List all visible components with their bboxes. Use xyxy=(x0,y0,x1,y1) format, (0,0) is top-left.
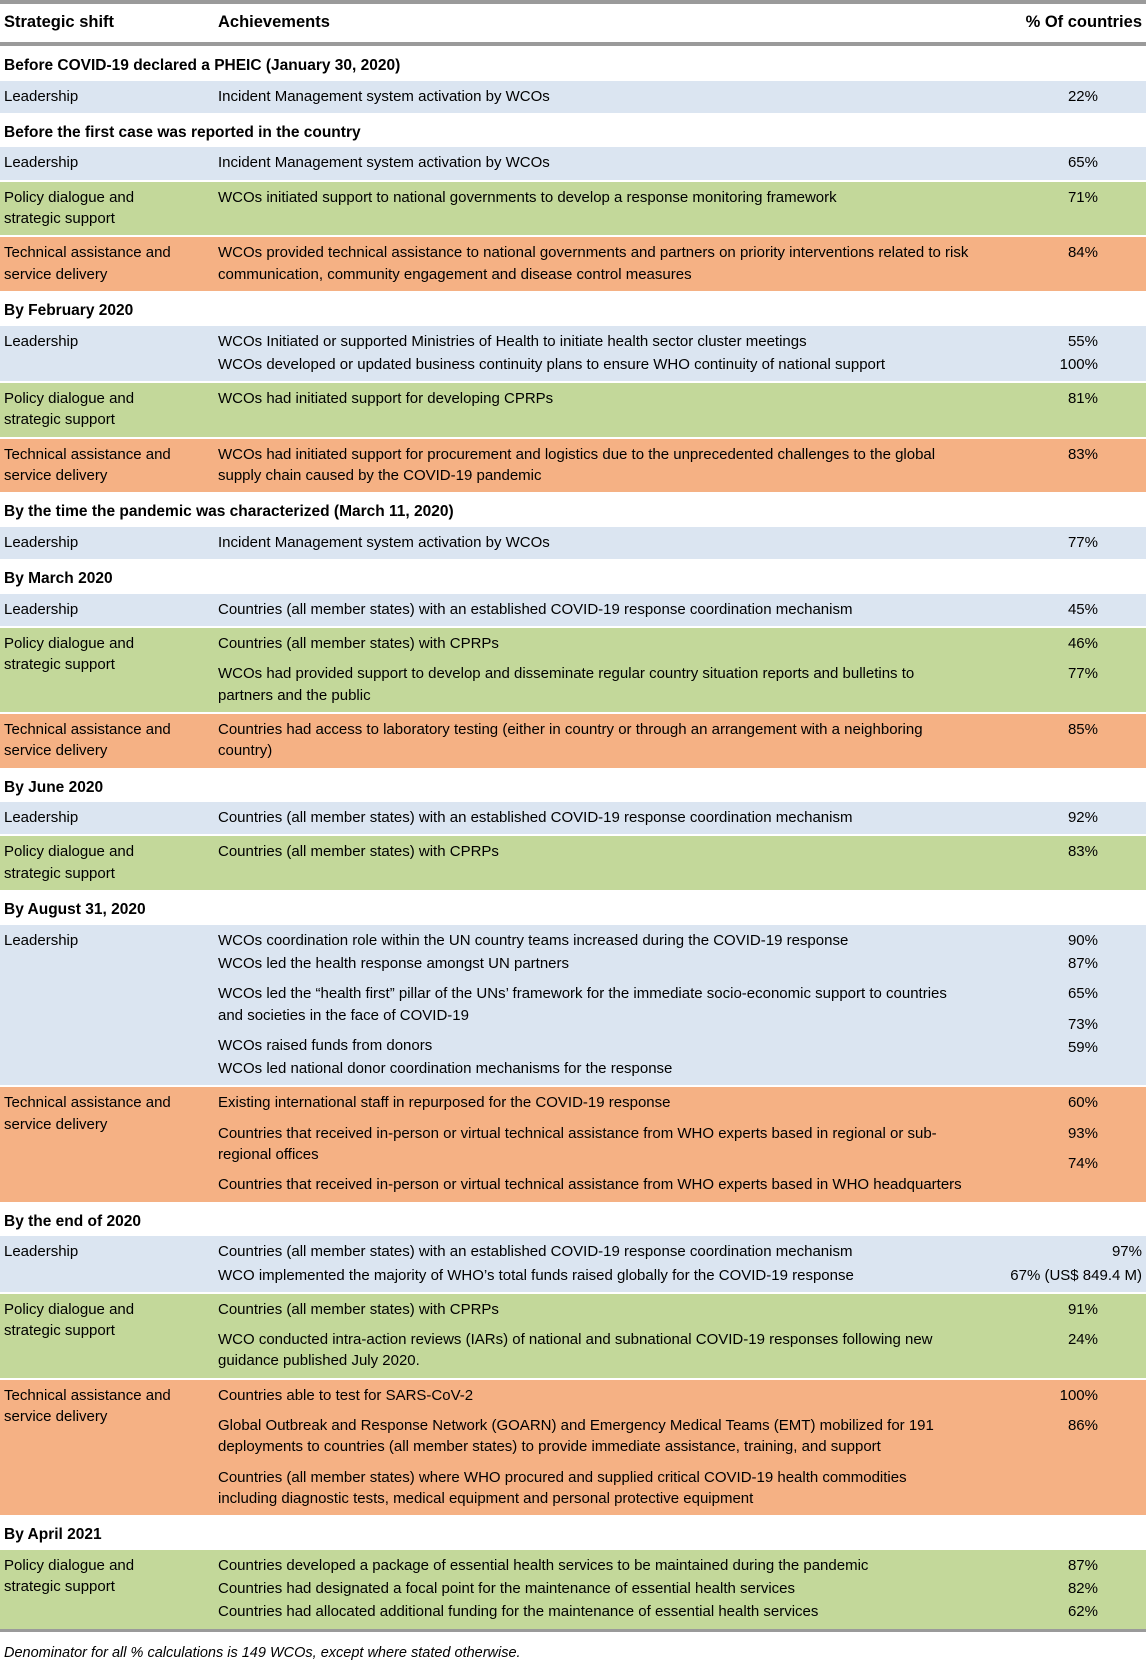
strategic-shift-cell: Leadership xyxy=(4,533,79,551)
percent-cell xyxy=(981,383,1146,437)
strategic-shift-cell: Leadership xyxy=(4,1243,79,1261)
percent-value: 65% xyxy=(1067,985,1098,1003)
percent-value: 81% xyxy=(1067,390,1098,408)
achievements-cell xyxy=(214,594,981,626)
strategic-shift-cell: Leadership xyxy=(4,600,79,618)
table-row xyxy=(0,326,1146,382)
strategic-shift-cell: Policy dialogue and strategic support xyxy=(4,390,135,429)
table-row xyxy=(0,1294,1146,1378)
achievement-text: Countries (all member states) with CPRPs xyxy=(218,843,499,861)
achievements-cell xyxy=(214,836,981,890)
achievement-text: Countries that received in-person or virtual technical assistance from WHO experts based in WHO headquarters xyxy=(218,1176,962,1194)
table-row xyxy=(0,925,1146,1086)
percent-cell xyxy=(981,1380,1146,1515)
section-heading: Before COVID-19 declared a PHEIC (January 30, 2020) xyxy=(0,46,1146,81)
achievements-cell xyxy=(214,628,981,712)
achievement-text: Countries (all member states) with an established COVID-19 response coordination mechanism xyxy=(218,1243,853,1261)
percent-value: 59% xyxy=(1067,1038,1098,1056)
percent-value: 92% xyxy=(1067,809,1098,827)
section-heading-row xyxy=(0,1202,1146,1237)
table-row xyxy=(0,383,1146,437)
achievement-text: Countries (all member states) with an established COVID-19 response coordination mechanism xyxy=(218,809,853,827)
strategic-shift-cell: Policy dialogue and strategic support xyxy=(4,635,135,674)
column-header-achievements: Achievements xyxy=(218,13,330,31)
percent-value: 82% xyxy=(1067,1580,1098,1598)
column-header-percent: % Of countries xyxy=(1025,13,1142,31)
achievement-text: Incident Management system activation by WCOs xyxy=(218,87,550,105)
table-row xyxy=(0,147,1146,179)
percent-cell xyxy=(981,237,1146,291)
column-header-strategic-shift: Strategic shift xyxy=(4,13,115,31)
achievements-cell xyxy=(214,1087,981,1201)
achievement-text: WCOs led the health response amongst UN partners xyxy=(218,954,569,972)
percent-cell xyxy=(981,594,1146,626)
percent-value: 100% xyxy=(1059,1386,1098,1404)
table-row xyxy=(0,1380,1146,1515)
achievement-text: Countries able to test for SARS-CoV-2 xyxy=(218,1386,474,1404)
percent-value: 65% xyxy=(1067,154,1098,172)
table-row xyxy=(0,527,1146,559)
percent-value: 83% xyxy=(1067,445,1098,463)
strategic-shift-cell: Policy dialogue and strategic support xyxy=(4,1556,135,1596)
strategic-shift-cell: Leadership xyxy=(4,332,79,350)
strategic-shift-cell: Leadership xyxy=(4,154,79,172)
percent-value: 45% xyxy=(1067,600,1098,618)
strategic-shift-cell: Policy dialogue and strategic support xyxy=(4,188,135,228)
achievements-cell xyxy=(214,527,981,559)
achievements-cell xyxy=(214,1380,981,1515)
achievement-text: Countries (all member states) with an established COVID-19 response coordination mechanism xyxy=(218,600,853,618)
strategic-shift-cell: Leadership xyxy=(4,931,79,949)
percent-cell xyxy=(981,326,1146,382)
percent-cell xyxy=(981,1550,1146,1629)
section-heading-row xyxy=(0,768,1146,803)
achievement-text: Countries (all member states) where WHO procured and supplied critical COVID-19 health commodities including diagnostic tests, medical equipment and personal protective equipment xyxy=(218,1468,907,1507)
percent-value: 60% xyxy=(1067,1094,1098,1112)
achievement-text: WCOs raised funds from donors xyxy=(218,1036,433,1054)
percent-value: 93% xyxy=(1067,1124,1098,1142)
achievements-cell xyxy=(214,81,981,113)
achievement-text: Countries that received in-person or virtual technical assistance from WHO experts based in regional or sub-regional offices xyxy=(218,1124,937,1164)
achievement-text: Countries (all member states) with CPRPs xyxy=(218,1300,499,1318)
achievement-text: WCO conducted intra-action reviews (IARs) of national and subnational COVID-19 responses following new guidance published July 2020. xyxy=(218,1331,933,1370)
achievement-text: WCOs had initiated support for procurement and logistics due to the unprecedented challenges to the global supply chain caused by the COVID-19 pandemic xyxy=(218,445,936,485)
percent-cell xyxy=(981,714,1146,768)
section-heading: By the time the pandemic was characterized (March 11, 2020) xyxy=(0,492,1146,527)
strategic-shift-cell: Technical assistance and service delivery xyxy=(4,445,171,485)
section-heading-row xyxy=(0,559,1146,594)
achievement-text: Countries (all member states) with CPRPs xyxy=(218,635,499,653)
percent-value: 77% xyxy=(1067,665,1098,683)
percent-value: 91% xyxy=(1067,1300,1098,1318)
percent-value: 87% xyxy=(1067,1556,1098,1574)
section-heading: By February 2020 xyxy=(0,291,1146,326)
percent-value: 62% xyxy=(1067,1603,1098,1621)
achievement-text: WCOs initiated support to national governments to develop a response monitoring framework xyxy=(218,188,837,206)
table-row xyxy=(0,594,1146,626)
achievements-cell xyxy=(214,802,981,834)
achievement-text: Incident Management system activation by WCOs xyxy=(218,533,550,551)
achievements-cell xyxy=(214,1550,981,1629)
achievements-cell xyxy=(214,182,981,236)
strategic-shift-cell: Policy dialogue and strategic support xyxy=(4,1300,135,1340)
percent-value: 86% xyxy=(1067,1417,1098,1434)
percent-value: 85% xyxy=(1067,720,1098,738)
achievements-cell xyxy=(214,1236,981,1292)
strategic-shift-cell: Leadership xyxy=(4,87,79,105)
achievements-cell xyxy=(214,925,981,1086)
percent-value: 77% xyxy=(1067,533,1098,551)
achievement-text: WCO implemented the majority of WHO’s total funds raised globally for the COVID-19 response xyxy=(218,1266,854,1284)
percent-cell xyxy=(981,1294,1146,1378)
percent-cell xyxy=(981,147,1146,179)
percent-value: 74% xyxy=(1067,1155,1098,1173)
percent-cell xyxy=(981,527,1146,559)
percent-value: 97% xyxy=(1111,1243,1142,1261)
table-row xyxy=(0,81,1146,113)
achievements-cell xyxy=(214,326,981,382)
strategic-shift-cell: Technical assistance and service delivery xyxy=(4,244,171,283)
percent-value: 90% xyxy=(1067,931,1098,949)
section-heading: By August 31, 2020 xyxy=(0,890,1146,925)
percent-value: 71% xyxy=(1067,188,1098,206)
percent-value: 46% xyxy=(1067,635,1098,653)
percent-value: 83% xyxy=(1067,843,1098,861)
percent-value: 22% xyxy=(1067,87,1098,105)
percent-cell xyxy=(981,802,1146,834)
strategic-shift-cell: Leadership xyxy=(4,809,79,827)
percent-value: 67% (US$ 849.4 M) xyxy=(1010,1266,1142,1284)
section-heading: By the end of 2020 xyxy=(0,1202,1146,1237)
section-heading-row xyxy=(0,890,1146,925)
achievement-text: Existing international staff in repurposed for the COVID-19 response xyxy=(218,1094,671,1112)
percent-value: 100% xyxy=(1059,355,1098,373)
percent-cell xyxy=(981,81,1146,113)
table-header-row xyxy=(0,4,1146,42)
achievements-cell xyxy=(214,383,981,437)
percent-value: 87% xyxy=(1067,954,1098,972)
achievement-text: Countries had designated a focal point for the maintenance of essential health services xyxy=(218,1580,796,1598)
percent-cell xyxy=(981,1087,1146,1201)
strategic-shift-cell: Technical assistance and service delivery xyxy=(4,1386,171,1425)
table-row xyxy=(0,714,1146,768)
achievements-cell xyxy=(214,439,981,493)
achievement-text: WCOs had provided support to develop and disseminate regular country situation reports and bulletins to partners and the public xyxy=(218,665,915,704)
percent-value: 55% xyxy=(1067,332,1098,350)
section-heading-row xyxy=(0,113,1146,148)
section-heading: By June 2020 xyxy=(0,768,1146,803)
achievement-text: Countries developed a package of essential health services to be maintained during the pandemic xyxy=(218,1556,869,1574)
achievement-text: Countries had allocated additional funding for the maintenance of essential health services xyxy=(218,1603,819,1621)
percent-cell xyxy=(981,836,1146,890)
table-row xyxy=(0,182,1146,236)
percent-value: 24% xyxy=(1067,1331,1098,1349)
percent-cell xyxy=(981,628,1146,712)
section-heading: Before the first case was reported in the country xyxy=(0,113,1146,148)
table-row xyxy=(0,237,1146,291)
achievement-text: WCOs had initiated support for developing CPRPs xyxy=(218,390,554,408)
achievements-cell xyxy=(214,147,981,179)
section-heading-row xyxy=(0,492,1146,527)
percent-cell xyxy=(981,1236,1146,1292)
achievement-text: Countries had access to laboratory testing (either in country or through an arrangement with a neighboring country) xyxy=(218,720,923,760)
strategic-shift-cell: Technical assistance and service delivery xyxy=(4,1094,171,1133)
achievement-text: WCOs coordination role within the UN country teams increased during the COVID-19 response xyxy=(218,931,849,949)
table-row xyxy=(0,439,1146,493)
table-row xyxy=(0,836,1146,890)
strategic-shift-cell: Policy dialogue and strategic support xyxy=(4,843,135,882)
achievement-text: Global Outbreak and Response Network (GOARN) and Emergency Medical Teams (EMT) mobilized for 191 deployments to countries (all member states) to provide immediate assistance, training, and support xyxy=(218,1417,934,1456)
achievement-text: WCOs provided technical assistance to national governments and partners on priority interventions related to risk communication, community engagement and disease control measures xyxy=(218,244,969,283)
percent-value: 73% xyxy=(1067,1015,1098,1033)
achievement-text: WCOs developed or updated business continuity plans to ensure WHO continuity of national support xyxy=(218,355,886,373)
achievement-text: WCOs led the “health first” pillar of the UNs’ framework for the immediate socio-economic support to countries and societies in the face of COVID-19 xyxy=(218,985,947,1024)
achievements-cell xyxy=(214,237,981,291)
achievements-cell xyxy=(214,1294,981,1378)
percent-cell xyxy=(981,182,1146,236)
strategic-shift-cell: Technical assistance and service delivery xyxy=(4,720,171,760)
table-row xyxy=(0,628,1146,712)
section-heading: By April 2021 xyxy=(0,1515,1146,1550)
table-row xyxy=(0,1087,1146,1201)
section-heading: By March 2020 xyxy=(0,559,1146,594)
achievement-text: WCOs Initiated or supported Ministries of Health to initiate health sector cluster meetings xyxy=(218,332,807,350)
section-heading-row xyxy=(0,1515,1146,1550)
achievement-text: WCOs led national donor coordination mechanisms for the response xyxy=(218,1060,673,1078)
percent-cell xyxy=(981,925,1146,1086)
achievement-text: Incident Management system activation by WCOs xyxy=(218,154,550,172)
percent-cell xyxy=(981,439,1146,493)
section-heading-row xyxy=(0,291,1146,326)
table-footnote: Denominator for all % calculations is 149 WCOs, except where stated otherwise. xyxy=(4,1644,521,1661)
achievements-cell xyxy=(214,714,981,768)
section-heading-row xyxy=(0,46,1146,81)
table-row xyxy=(0,1236,1146,1292)
percent-value: 84% xyxy=(1067,244,1098,262)
table-row xyxy=(0,1550,1146,1629)
table-row xyxy=(0,802,1146,834)
